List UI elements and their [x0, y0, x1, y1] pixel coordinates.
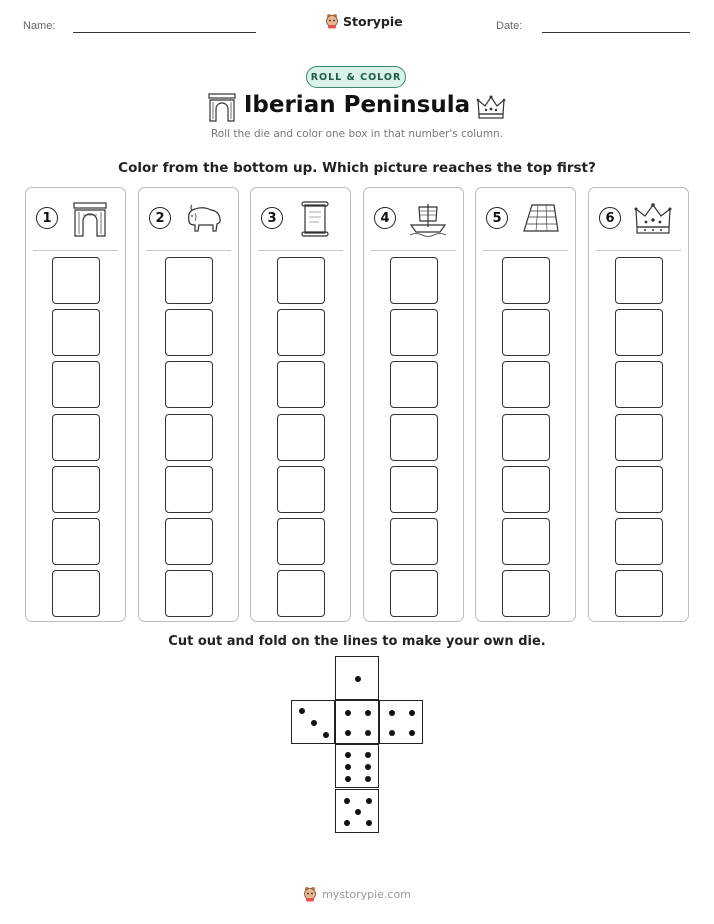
color-box[interactable] — [615, 257, 663, 304]
storypie-mascot-icon — [325, 13, 339, 29]
die-pip — [365, 764, 371, 770]
die-face-bottom — [335, 789, 379, 833]
color-box[interactable] — [615, 309, 663, 356]
roll-color-badge: ROLL & COLOR — [306, 66, 406, 88]
arch-icon — [70, 201, 110, 237]
color-box[interactable] — [52, 309, 100, 356]
die-pip — [355, 809, 361, 815]
column-1 — [25, 187, 126, 622]
date-label: Date: — [496, 20, 523, 32]
color-box[interactable] — [502, 570, 550, 617]
color-box[interactable] — [52, 466, 100, 513]
column-2 — [138, 187, 239, 622]
color-box[interactable] — [277, 414, 325, 461]
die-face-lower — [335, 744, 379, 788]
ship-icon — [408, 201, 448, 237]
column-3 — [250, 187, 351, 622]
die-pip — [345, 752, 351, 758]
color-box[interactable] — [390, 466, 438, 513]
die-pip — [389, 710, 395, 716]
die-pip — [366, 820, 372, 826]
brand-logo — [325, 13, 403, 29]
color-box[interactable] — [615, 361, 663, 408]
color-box[interactable] — [277, 570, 325, 617]
color-box[interactable] — [390, 570, 438, 617]
color-box[interactable] — [165, 518, 213, 565]
bison-icon — [183, 201, 223, 237]
die-face-right — [379, 700, 423, 744]
scroll-icon — [295, 201, 335, 237]
color-box[interactable] — [615, 518, 663, 565]
die-pip — [345, 764, 351, 770]
column-4 — [363, 187, 464, 622]
die-pip — [389, 730, 395, 736]
column-number: 6 — [599, 207, 621, 229]
column-divider — [33, 250, 118, 251]
color-box[interactable] — [277, 309, 325, 356]
column-header — [364, 188, 463, 250]
color-box[interactable] — [390, 257, 438, 304]
column-divider — [596, 250, 681, 251]
die-pip — [365, 776, 371, 782]
column-divider — [146, 250, 231, 251]
color-box[interactable] — [277, 518, 325, 565]
column-number: 4 — [374, 207, 396, 229]
color-box[interactable] — [615, 466, 663, 513]
column-number: 3 — [261, 207, 283, 229]
column-5 — [475, 187, 576, 622]
footer-url: mystorypie.com — [322, 887, 411, 901]
color-box[interactable] — [615, 414, 663, 461]
color-box[interactable] — [52, 361, 100, 408]
column-divider — [371, 250, 456, 251]
column-header — [476, 188, 575, 250]
color-box[interactable] — [52, 570, 100, 617]
color-box[interactable] — [502, 257, 550, 304]
die-pip — [365, 710, 371, 716]
die-pip — [345, 776, 351, 782]
instruction: Color from the bottom up. Which picture reaches the top first? — [118, 160, 596, 176]
footer — [0, 886, 714, 902]
color-box[interactable] — [502, 518, 550, 565]
die-face-center — [335, 700, 379, 744]
column-header — [26, 188, 125, 250]
die-pip — [345, 710, 351, 716]
color-box[interactable] — [52, 518, 100, 565]
column-6 — [588, 187, 689, 622]
die-pip — [344, 798, 350, 804]
die-pip — [366, 798, 372, 804]
date-line[interactable] — [542, 32, 690, 33]
die-pip — [299, 708, 305, 714]
subtitle: Roll the die and color one box in that number's column. — [210, 128, 504, 140]
name-line[interactable] — [73, 32, 256, 33]
column-header — [251, 188, 350, 250]
column-number: 5 — [486, 207, 508, 229]
storypie-mascot-icon — [303, 886, 317, 902]
column-header — [139, 188, 238, 250]
color-box[interactable] — [165, 466, 213, 513]
die-face-top — [335, 656, 379, 700]
color-box[interactable] — [502, 466, 550, 513]
die-pip — [344, 820, 350, 826]
color-box[interactable] — [165, 414, 213, 461]
color-box[interactable] — [502, 309, 550, 356]
color-box[interactable] — [502, 414, 550, 461]
color-box[interactable] — [277, 466, 325, 513]
color-box[interactable] — [277, 361, 325, 408]
cut-instruction: Cut out and fold on the lines to make your own die. — [168, 634, 546, 649]
color-box[interactable] — [390, 414, 438, 461]
color-box[interactable] — [165, 309, 213, 356]
color-box[interactable] — [502, 361, 550, 408]
die-pip — [323, 732, 329, 738]
die-pip — [365, 752, 371, 758]
color-box[interactable] — [615, 570, 663, 617]
color-box[interactable] — [165, 570, 213, 617]
color-box[interactable] — [52, 257, 100, 304]
die-pip — [409, 710, 415, 716]
color-box[interactable] — [390, 309, 438, 356]
die-pip — [365, 730, 371, 736]
column-number: 1 — [36, 207, 58, 229]
crown-icon — [476, 94, 506, 120]
pyramid-icon — [520, 201, 560, 237]
column-divider — [258, 250, 343, 251]
color-box[interactable] — [277, 257, 325, 304]
crown-icon — [633, 201, 673, 237]
color-box[interactable] — [165, 257, 213, 304]
die-face-left — [291, 700, 335, 744]
column-header — [589, 188, 688, 250]
die-pip — [409, 730, 415, 736]
die-pip — [345, 730, 351, 736]
brand-name: Storypie — [343, 13, 403, 29]
name-label: Name: — [23, 20, 56, 32]
color-box[interactable] — [390, 518, 438, 565]
color-box[interactable] — [52, 414, 100, 461]
die-pip — [355, 676, 361, 682]
page-title: Iberian Peninsula — [243, 92, 471, 118]
die-pip — [311, 720, 317, 726]
color-box[interactable] — [390, 361, 438, 408]
color-box[interactable] — [165, 361, 213, 408]
column-number: 2 — [149, 207, 171, 229]
column-divider — [483, 250, 568, 251]
